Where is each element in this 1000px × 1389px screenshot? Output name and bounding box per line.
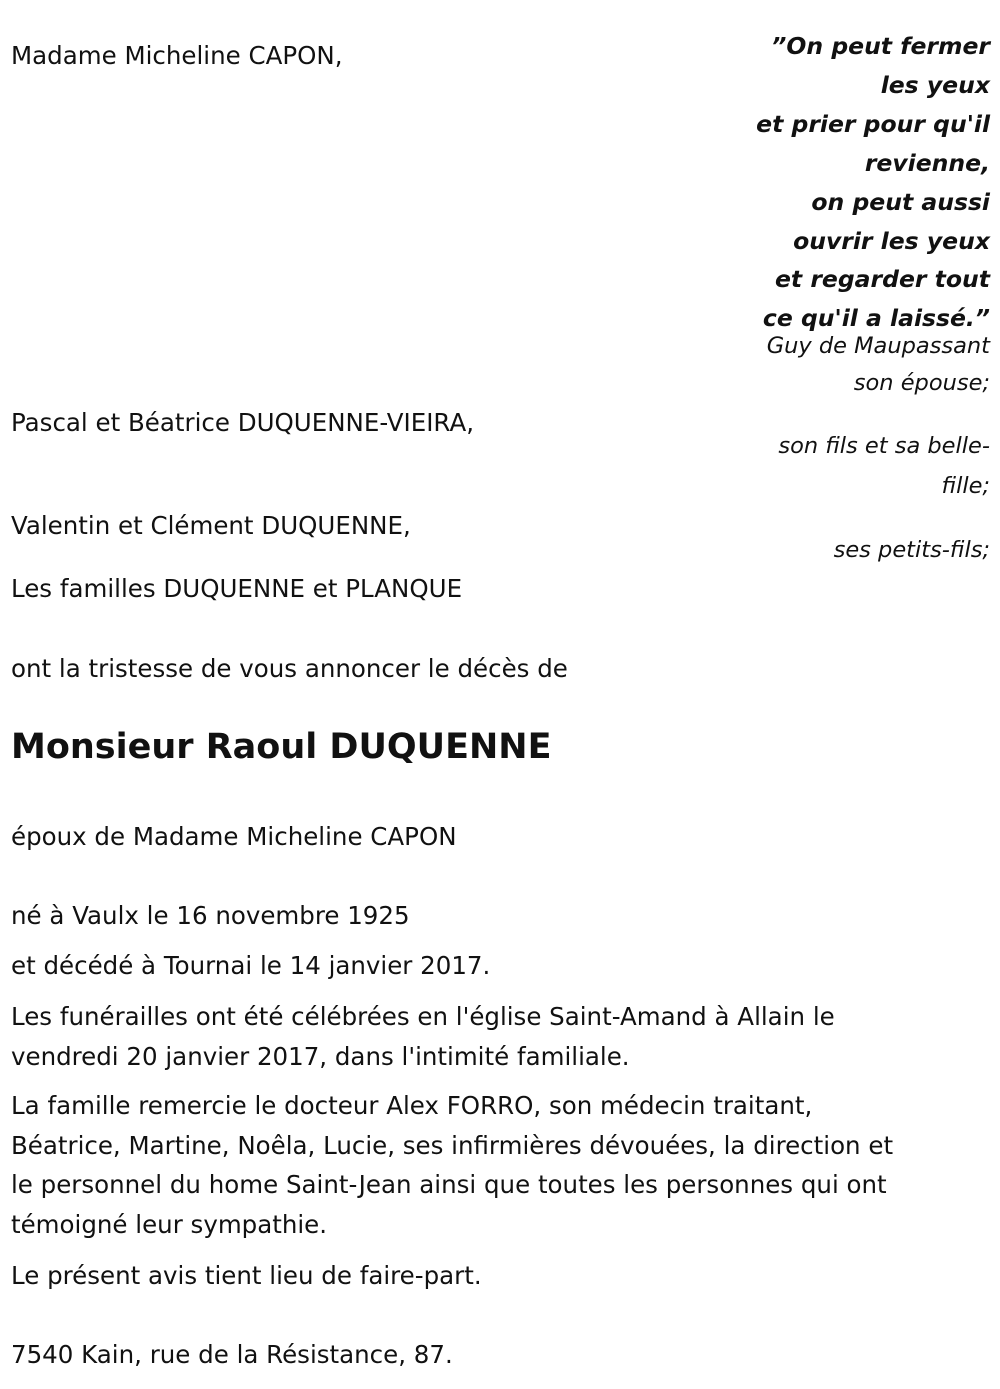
- grandsons-name: Valentin et Clément DUQUENNE,: [11, 511, 411, 540]
- spouse-of-line: époux de Madame Micheline CAPON: [11, 822, 457, 851]
- quote-line: ”On peut fermer: [771, 32, 990, 60]
- quote-line: et regarder tout: [774, 265, 990, 294]
- quote-line: et prier pour qu'il: [756, 109, 990, 138]
- quote-line: revienne,: [864, 148, 990, 177]
- funeral-line: Les funérailles ont été célébrées en l'église Saint-Amand à Allain le: [11, 1002, 835, 1031]
- announcement-text: ont la tristesse de vous annoncer le décès de: [11, 654, 568, 683]
- spouse-name: Madame Micheline CAPON,: [11, 41, 343, 70]
- quote-line: ouvrir les yeux: [793, 226, 990, 255]
- thanks-line: le personnel du home Saint-Jean ainsi que toutes les personnes qui ont: [11, 1170, 887, 1200]
- birth-line: né à Vaulx le 16 novembre 1925: [11, 901, 410, 930]
- quote-line: les yeux: [880, 70, 990, 99]
- notice-line: Le présent avis tient lieu de faire-part.: [11, 1261, 482, 1290]
- son-name: Pascal et Béatrice DUQUENNE-VIEIRA,: [11, 408, 475, 437]
- thanks-paragraph: [11, 1086, 893, 1245]
- thanks-line: Béatrice, Martine, Noêla, Lucie, ses infirmières dévouées, la direction et: [11, 1130, 894, 1160]
- spouse-relation: son épouse;: [853, 370, 990, 396]
- families-line: Les familles DUQUENNE et PLANQUE: [11, 574, 463, 603]
- address-line: 7540 Kain, rue de la Résistance, 87.: [11, 1340, 453, 1369]
- quote-block: [756, 27, 990, 338]
- son-relation-line-2: fille;: [941, 473, 990, 499]
- quote-line: on peut aussi: [811, 187, 990, 216]
- thanks-line: témoigné leur sympathie.: [11, 1210, 328, 1240]
- death-line: et décédé à Tournai le 14 janvier 2017.: [11, 951, 491, 980]
- thanks-line: La famille remercie le docteur Alex FORRO, son médecin traitant,: [11, 1091, 813, 1120]
- quote-line: ce qu'il a laissé.”: [762, 304, 990, 333]
- son-relation-line-1: son fils et sa belle-: [778, 433, 990, 459]
- grandsons-relation: ses petits-fils;: [833, 537, 990, 563]
- deceased-name: Monsieur Raoul DUQUENNE: [11, 727, 552, 767]
- quote-author: Guy de Maupassant: [766, 333, 990, 359]
- funeral-line: vendredi 20 janvier 2017, dans l'intimité familiale.: [11, 1041, 630, 1071]
- funeral-paragraph: [11, 997, 835, 1076]
